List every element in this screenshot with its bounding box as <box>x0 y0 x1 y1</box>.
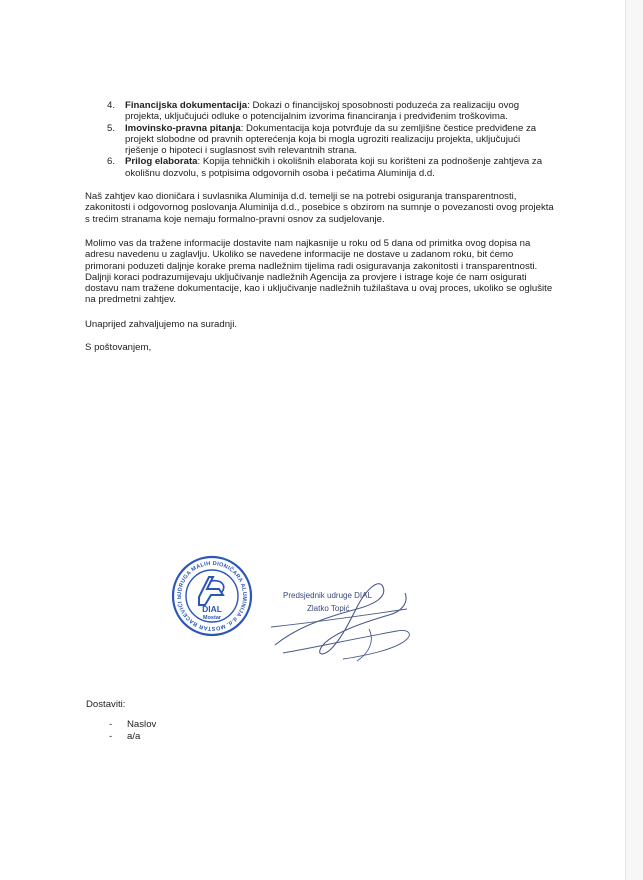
requirement-item-5 <box>85 123 555 157</box>
distribution-label: Dostaviti: <box>86 699 126 710</box>
requirement-number: 6. <box>107 156 116 168</box>
handwritten-signature-icon <box>257 557 437 669</box>
thanks-line: Unaprijed zahvaljujemo na suradnji. <box>85 318 237 330</box>
signatory-name: Zlatko Topić <box>307 604 350 613</box>
scrollbar-track[interactable] <box>625 0 643 880</box>
paragraph-basis: Naš zahtjev kao dioničara i suvlasnika Aluminija d.d. temelji se na potrebi osiguranja transparentnosti, zakonitosti i odgovornog poslovanja Aluminija d.d., posebice s obzirom na sumnje o povezanosti ovog projekta s trećim stranama koje nemaju formalno-pravni osnov za sudjelovanje. <box>85 191 554 225</box>
requirement-item-6 <box>85 156 555 179</box>
list-dash: - <box>109 719 113 730</box>
requirement-title: Financijska dokumentacija <box>125 100 248 111</box>
requirement-title: Imovinsko-pravna pitanja <box>125 122 241 134</box>
paragraph-deadline: Molimo vas da tražene informacije dostavite nam najkasnije u roku od 5 dana od primitka ovog dopisa na adresu navedenu u zaglavlju. Ukoliko se navedene informacije ne dostave u zadanom roku, bit ćemo primorani poduzeti daljnje korake prema nadležnim tijelima radi osiguravanja zakonitosti i transparentnosti. Daljnji koraci podrazumijevaju uključivanje nadležnih Agencija za provjere i istrage koje će nam osigurati dostavu nam tražene dokumentacije, kao i uključivanje nadležnih tužilaštava u ovaj proces, ukoliko se oglušite na predmetni zahtjev. <box>85 237 553 306</box>
stamp-city: Mostar <box>202 615 222 621</box>
requirement-item-4 <box>85 100 555 123</box>
organization-stamp-icon <box>171 555 253 637</box>
requirement-text: : Kopija tehničkih i okolišnih elaborata koji su korišteni za podnošenje zahtjeva za okolišnu dozvolu, s potpisima odgovornih osoba i pečatima Aluminija d.d. <box>125 156 543 179</box>
list-item <box>109 719 156 731</box>
requirements-list <box>85 100 555 179</box>
signature-area <box>85 555 555 675</box>
requirement-text: : Dokumentacija koja potvrđuje da su zemljišne čestice predviđene za projekt slobodne od pravnih opterećenja koja bi mogla ugroziti realizaciju projekta, uključujući rješenje o hipoteci i suglasnost svih relevantnih strana. <box>125 122 537 157</box>
distribution-list <box>109 719 156 742</box>
signature-block <box>257 557 437 669</box>
stamp-ring-text: UDRUGA MALIH DIONIČARA ALUMINIJA d.d. MOSTAR BACEVIĆI b <box>176 560 248 632</box>
requirement-number: 5. <box>107 122 116 134</box>
stamp-center-name: DIAL <box>202 604 222 614</box>
closing-line: S poštovanjem, <box>85 342 152 354</box>
list-item <box>109 731 156 743</box>
requirement-title: Prilog elaborata <box>125 156 198 168</box>
signatory-title: Predsjednik udruge DIAL <box>283 591 372 600</box>
requirement-text: : Dokazi o financijskoj sposobnosti poduzeća za realizaciju ovog projekta, uključujući odluke o potencijalnim izvorima financiranja i predviđenim troškovima. <box>125 100 520 123</box>
recipient-name: Naslov <box>127 719 157 730</box>
list-dash: - <box>109 730 113 742</box>
recipient-name: a/a <box>127 730 141 742</box>
letter-body <box>85 100 555 353</box>
requirement-number: 4. <box>107 100 116 111</box>
